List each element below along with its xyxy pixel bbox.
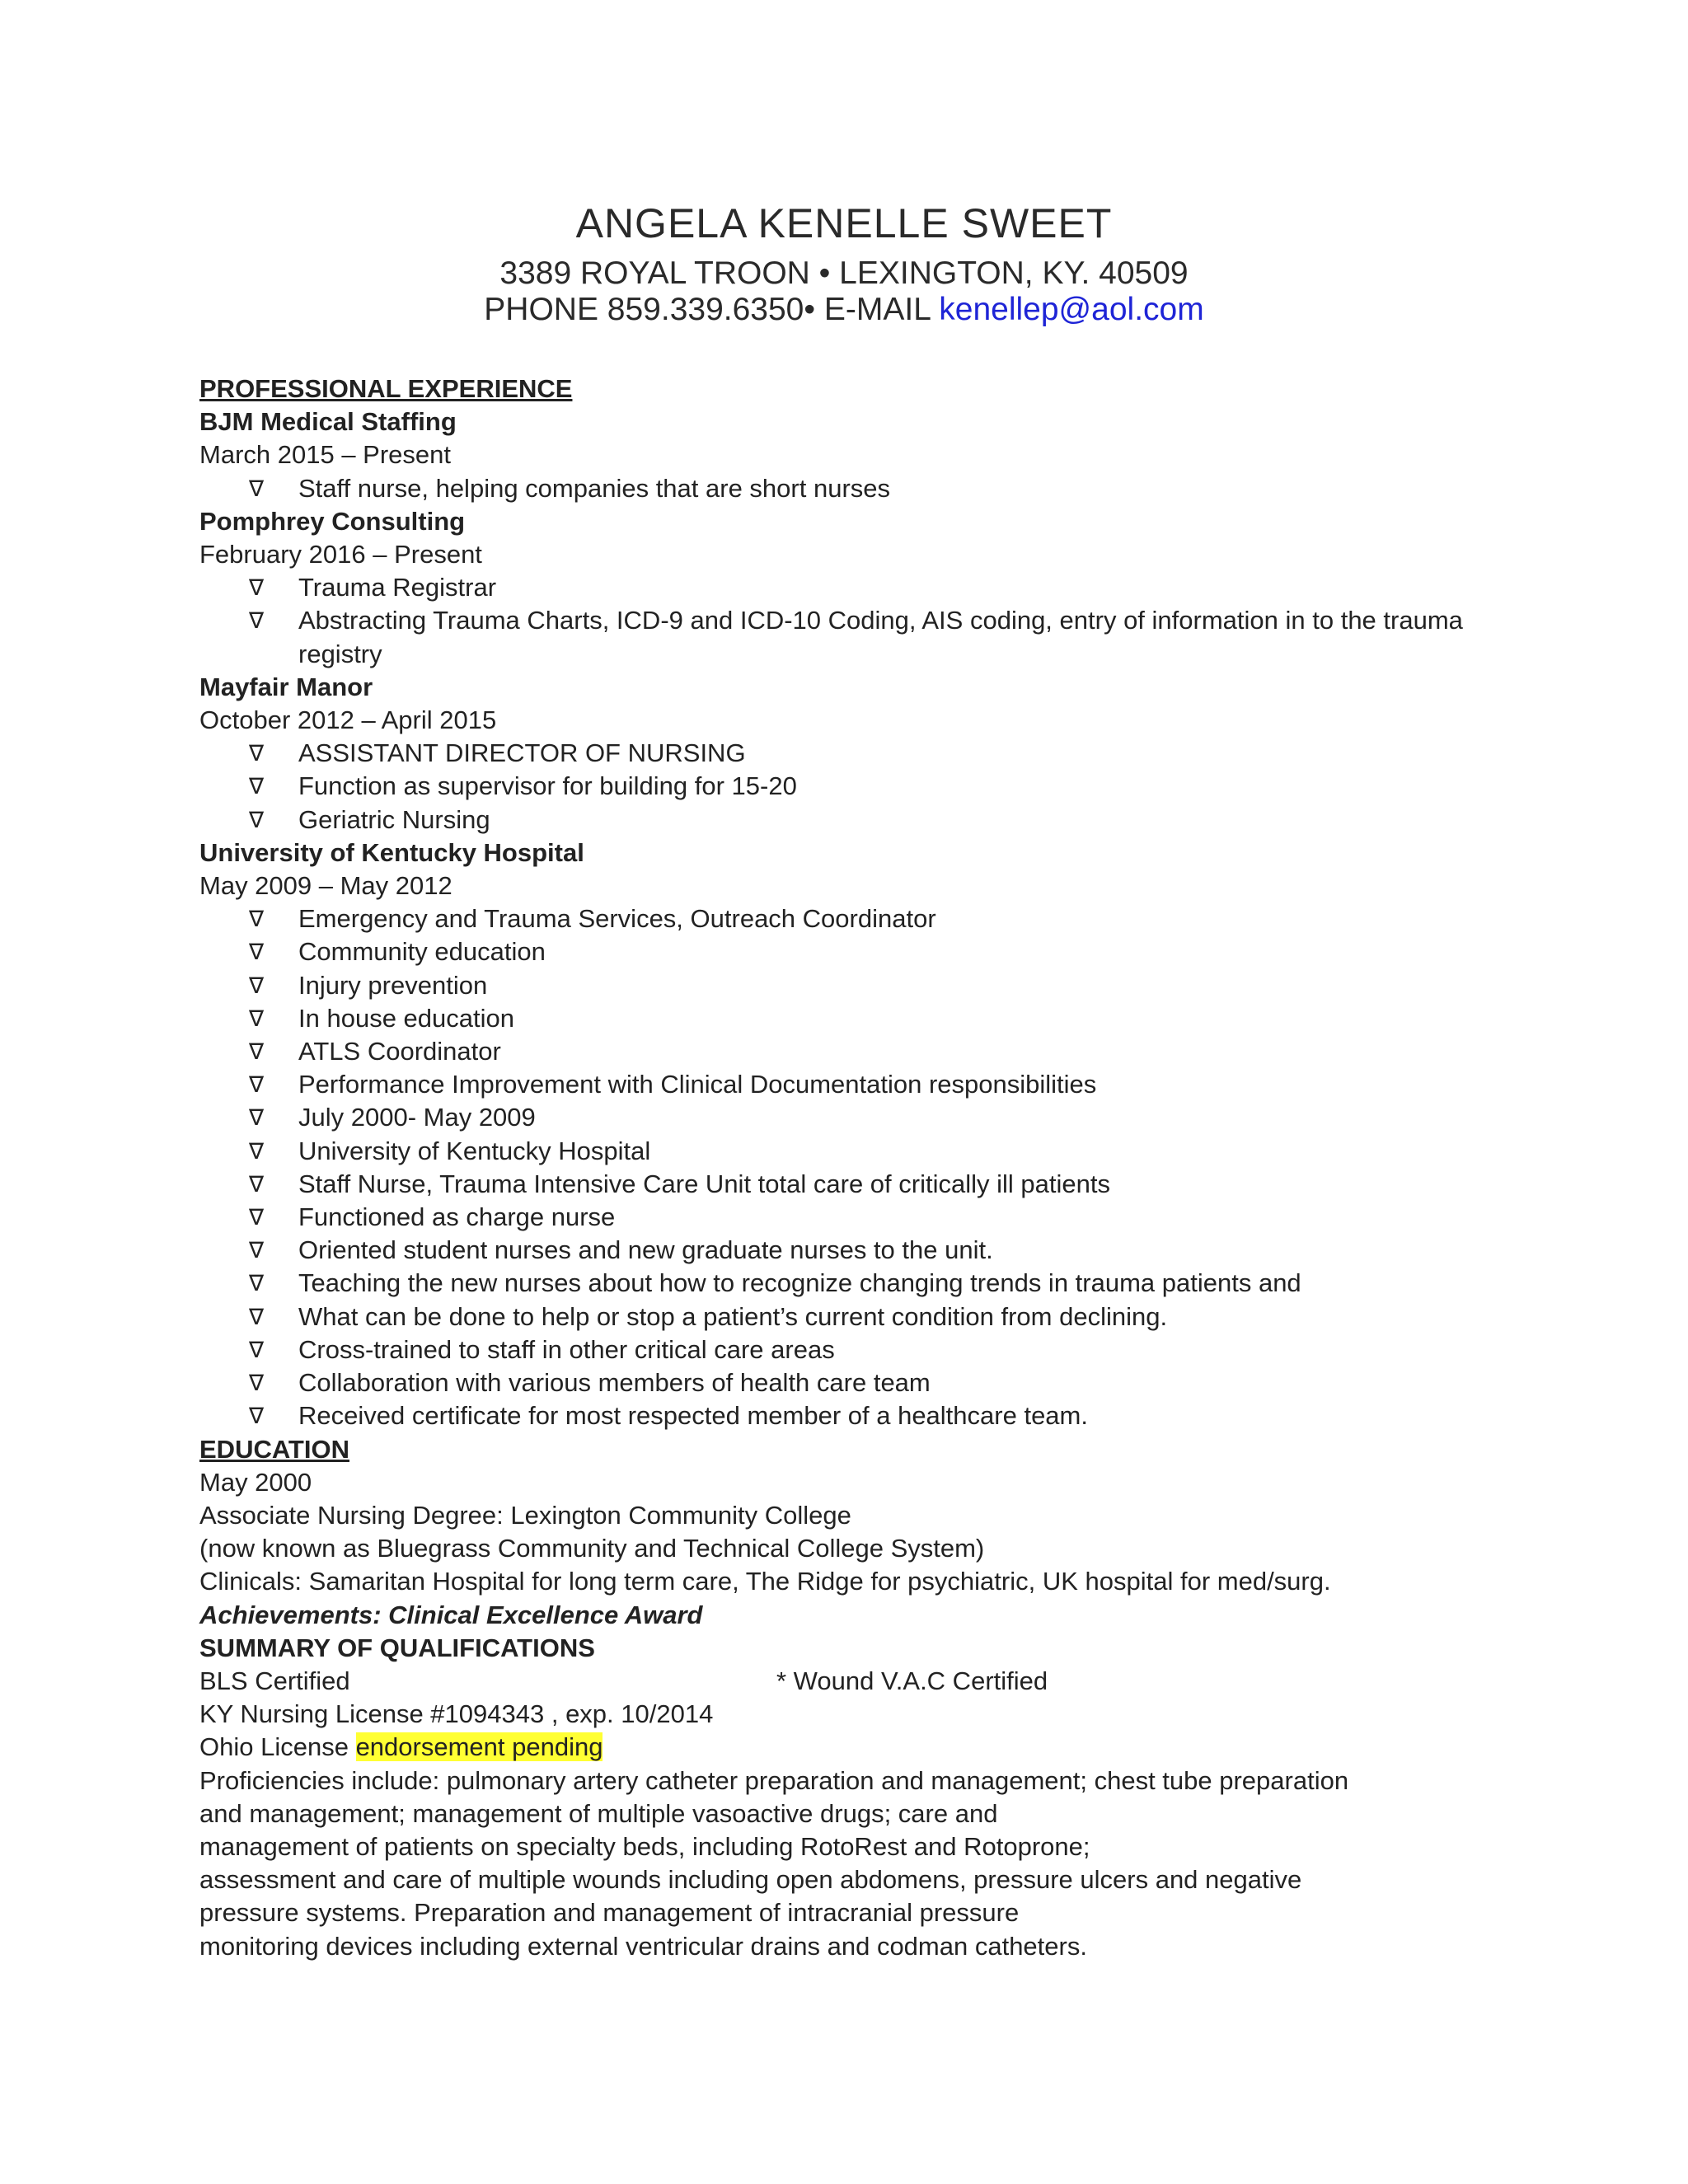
list-item: ∇ Cross-trained to staff in other critical care areas — [199, 1333, 1485, 1366]
bullet-icon: ∇ — [249, 907, 265, 932]
achievements: Achievements: Clinical Excellence Award — [199, 1600, 703, 1629]
proficiencies-line: monitoring devices including external ventricular drains and codman catheters. — [199, 1931, 1087, 1961]
proficiencies-line: assessment and care of multiple wounds including open abdomens, pressure ulcers and negative — [199, 1865, 1302, 1895]
list-item: ∇ Function as supervisor for building for 15-20 — [199, 770, 1485, 803]
bullet-icon: ∇ — [249, 1205, 265, 1230]
certifications-row — [199, 1665, 1485, 1698]
proficiencies-line: Proficiencies include: pulmonary artery catheter preparation and management; chest tube preparation — [199, 1765, 1349, 1795]
bullet-icon: ∇ — [249, 1105, 265, 1131]
list-item: ∇ Trauma Registrar — [199, 571, 1485, 604]
bullet-icon: ∇ — [249, 1404, 265, 1429]
bullet-icon: ∇ — [249, 741, 265, 766]
applicant-name: ANGELA KENELLE SWEET — [575, 200, 1113, 246]
list-item: ∇ Functioned as charge nurse — [199, 1201, 1485, 1234]
employer-name: University of Kentucky Hospital — [199, 837, 584, 867]
employer-name: Mayfair Manor — [199, 672, 373, 701]
employment-dates: February 2016 – Present — [199, 540, 482, 569]
list-item: ∇ Staff nurse, helping companies that are short nurses — [199, 472, 1485, 505]
list-item: ∇ Geriatric Nursing — [199, 804, 1485, 837]
list-item: ∇ Emergency and Trauma Services, Outreach Coordinator — [199, 902, 1485, 935]
proficiencies-line: and management; management of multiple vasoactive drugs; care and — [199, 1798, 998, 1828]
ohio-license: Ohio License endorsement pending — [199, 1732, 603, 1762]
qualifications-heading: SUMMARY OF QUALIFICATIONS — [199, 1633, 595, 1662]
bullet-icon: ∇ — [249, 1138, 265, 1164]
experience-heading: PROFESSIONAL EXPERIENCE — [199, 374, 573, 403]
proficiencies-line: management of patients on specialty beds, including RotoRest and Rotoprone; — [199, 1831, 1090, 1861]
bls-certification: BLS Certified — [199, 1666, 350, 1695]
employment-dates: May 2009 – May 2012 — [199, 871, 452, 901]
ky-license: KY Nursing License #1094343 , exp. 10/2014 — [199, 1699, 714, 1729]
employer-name: Pomphrey Consulting — [199, 506, 466, 536]
bullet-icon: ∇ — [249, 774, 265, 799]
bullet-icon: ∇ — [249, 1271, 265, 1296]
list-item: ∇ July 2000- May 2009 — [199, 1101, 1485, 1134]
education-clinicals: Clinicals: Samaritan Hospital for long term care, The Ridge for psychiatric, UK hospital for med/surg. — [199, 1567, 1331, 1596]
proficiencies-line: pressure systems. Preparation and management of intracranial pressure — [199, 1898, 1020, 1928]
education-note: (now known as Bluegrass Community and Technical College System) — [199, 1534, 985, 1563]
bullet-icon: ∇ — [249, 1371, 265, 1396]
list-item: ∇ Staff Nurse, Trauma Intensive Care Unit total care of critically ill patients — [199, 1168, 1485, 1201]
education-degree: Associate Nursing Degree: Lexington Community College — [199, 1500, 851, 1530]
bullet-icon: ∇ — [249, 1072, 265, 1098]
email-link[interactable]: kenellep@aol.com — [939, 292, 1204, 327]
list-item: ∇ Oriented student nurses and new graduate nurses to the unit. — [199, 1234, 1485, 1267]
list-item: ∇ In house education — [199, 1002, 1485, 1035]
list-item: ∇ Performance Improvement with Clinical Documentation responsibilities — [199, 1068, 1485, 1101]
employer-name: BJM Medical Staffing — [199, 407, 457, 437]
education-date: May 2000 — [199, 1467, 312, 1497]
bullet-icon: ∇ — [249, 940, 265, 965]
address-line: 3389 ROYAL TROON • LEXINGTON, KY. 40509 — [499, 255, 1189, 291]
phone-text: PHONE 859.339.6350• E-MAIL — [484, 292, 940, 327]
employment-dates: October 2012 – April 2015 — [199, 705, 497, 735]
list-item: ∇ Collaboration with various members of health care team — [199, 1366, 1485, 1399]
bullet-icon: ∇ — [249, 1039, 265, 1065]
resume-body — [199, 373, 1485, 1963]
wound-vac-certification: * Wound V.A.C Certified — [776, 1666, 1048, 1695]
education-heading: EDUCATION — [199, 1434, 349, 1464]
list-item: ∇ Received certificate for most respected member of a healthcare team. — [199, 1399, 1485, 1432]
resume-header — [0, 194, 1688, 328]
list-item: ∇ University of Kentucky Hospital — [199, 1135, 1485, 1168]
employment-dates: March 2015 – Present — [199, 440, 452, 470]
contact-line — [0, 292, 1688, 328]
list-item: ∇ Teaching the new nurses about how to recognize changing trends in trauma patients and — [199, 1267, 1485, 1300]
list-item: ∇ Community education — [199, 935, 1485, 968]
bullet-icon: ∇ — [249, 1005, 265, 1031]
bullet-icon: ∇ — [249, 1171, 265, 1197]
bullet-icon: ∇ — [249, 575, 265, 601]
list-item: ∇ ASSISTANT DIRECTOR OF NURSING — [199, 737, 1485, 770]
list-item: ∇ Abstracting Trauma Charts, ICD-9 and ICD-10 Coding, AIS coding, entry of information in to the trauma registry — [249, 606, 1463, 668]
list-item: ∇ Injury prevention — [199, 969, 1485, 1002]
bullet-icon: ∇ — [249, 972, 265, 998]
bullet-icon: ∇ — [249, 476, 265, 501]
bullet-icon: ∇ — [249, 608, 265, 634]
list-item: ∇ What can be done to help or stop a patient’s current condition from declining. — [199, 1301, 1485, 1333]
bullet-icon: ∇ — [249, 1304, 265, 1329]
bullet-icon: ∇ — [249, 807, 265, 832]
list-item: ∇ ATLS Coordinator — [199, 1035, 1485, 1068]
bullet-icon: ∇ — [249, 1238, 265, 1263]
highlighted-status: endorsement pending — [355, 1732, 603, 1762]
bullet-icon: ∇ — [249, 1337, 265, 1362]
